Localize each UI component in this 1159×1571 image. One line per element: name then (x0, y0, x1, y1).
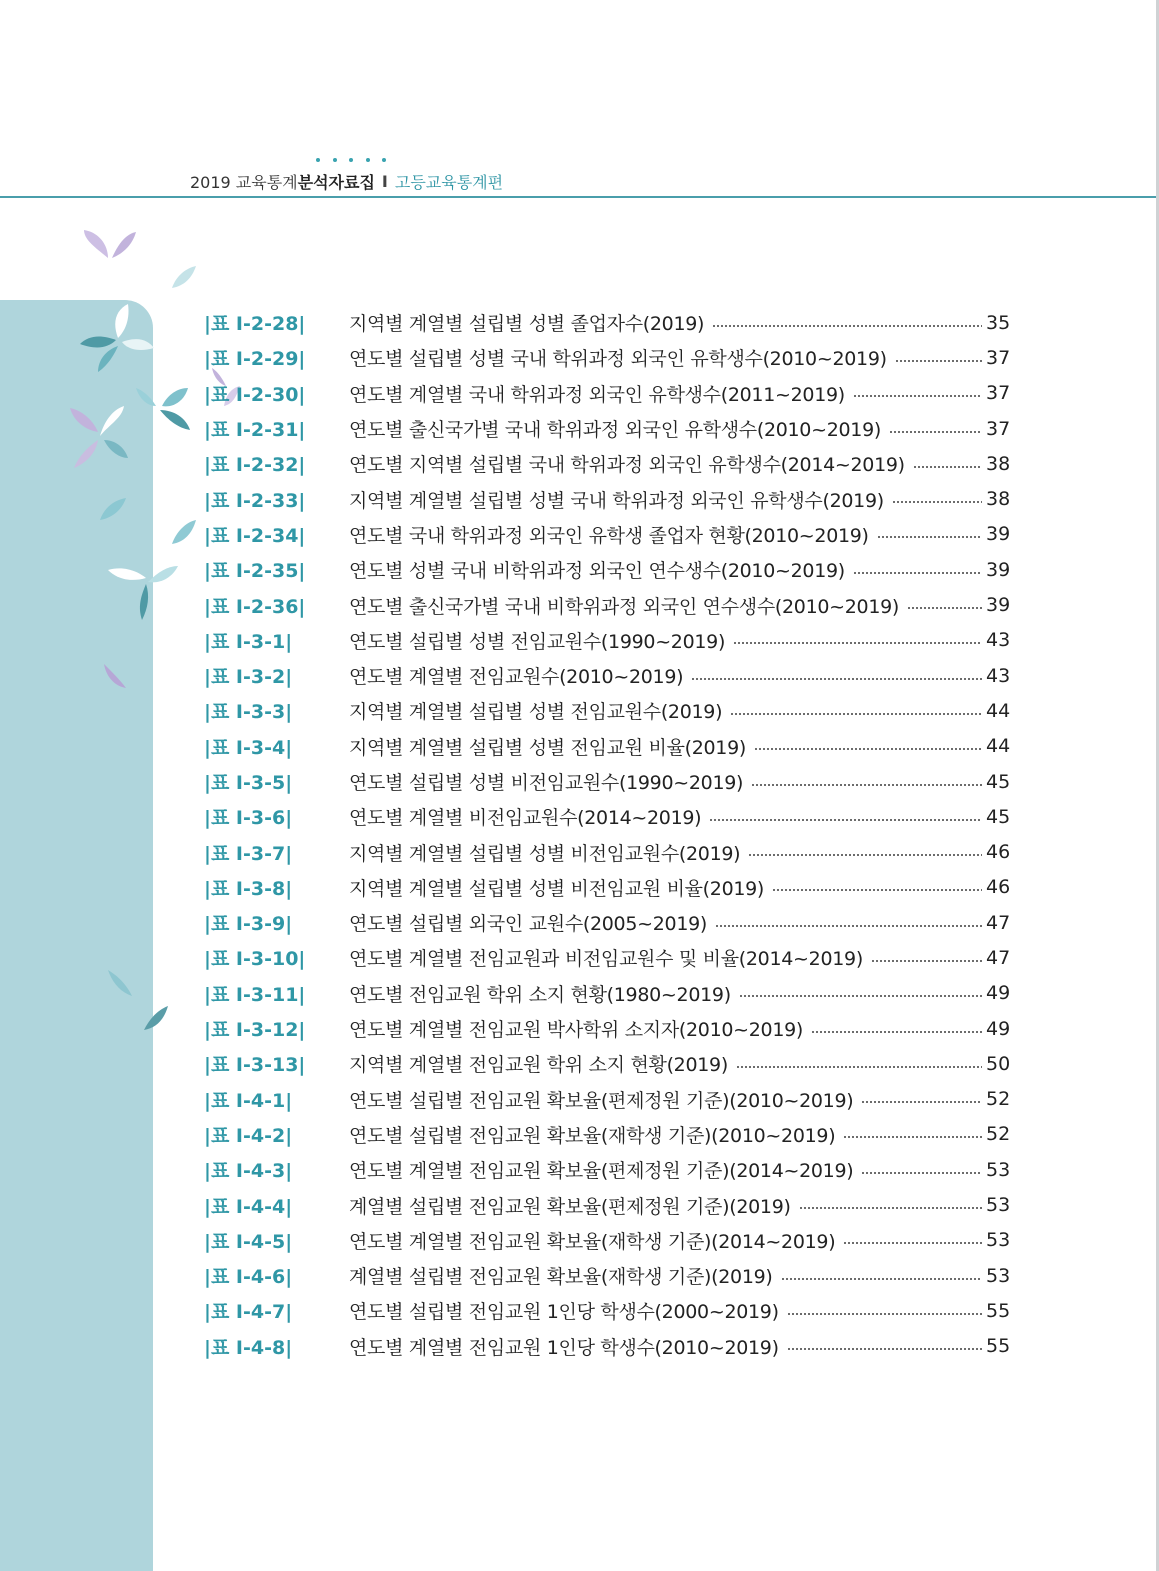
toc-entry-label: |표 Ⅰ-4-1| (204, 1089, 293, 1112)
toc-entry-label: |표 Ⅰ-2-28| (204, 313, 306, 336)
toc-entry-title: 지역별 계열별 설립별 성별 국내 학위과정 외국인 유학생수(2019) (349, 489, 884, 512)
toc-entry-page-number: 39 (986, 594, 1011, 617)
toc-entry-page-number: 47 (986, 911, 1011, 934)
toc-entry[interactable] (204, 940, 1010, 975)
toc-entry[interactable] (204, 623, 1010, 658)
toc-entry[interactable] (204, 1258, 1010, 1293)
toc-entry-title: 지역별 계열별 설립별 성별 비전임교원수(2019) (349, 842, 741, 865)
toc-entry[interactable] (204, 552, 1010, 587)
toc-entry-title: 연도별 성별 국내 비학위과정 외국인 연수생수(2010~2019) (349, 560, 845, 583)
toc-entry-page-number: 55 (986, 1299, 1011, 1322)
toc-entry-label: |표 Ⅰ-3-9| (204, 913, 293, 936)
toc-entry-label: |표 Ⅰ-2-31| (204, 419, 306, 442)
toc-entry-title: 연도별 설립별 성별 비전임교원수(1990~2019) (349, 772, 744, 794)
toc-entry[interactable] (204, 481, 1010, 516)
dot-leader (843, 1136, 982, 1138)
toc-entry-label: |표 Ⅰ-4-6| (204, 1266, 293, 1289)
toc-entry[interactable] (204, 693, 1010, 728)
toc-entry-page-number: 44 (986, 735, 1011, 758)
toc-entry-label: |표 Ⅰ-2-33| (204, 489, 306, 512)
dot-leader (712, 325, 982, 327)
toc-entry-page-number: 45 (986, 805, 1011, 828)
dot-leader (754, 748, 982, 750)
dot-leader (843, 1242, 982, 1244)
toc-entry-page-number: 53 (986, 1264, 1011, 1287)
toc-entry-page-number: 39 (986, 523, 1011, 546)
header-year-title: 2019 교육통계 (190, 172, 298, 192)
toc-entry-label: |표 Ⅰ-3-4| (204, 736, 293, 759)
toc-entry-label: |표 Ⅰ-3-8| (204, 877, 293, 900)
toc-entry-page-number: 37 (986, 417, 1011, 440)
toc-entry-title: 연도별 계열별 전임교원과 비전임교원수 및 비율(2014~2019) (349, 948, 863, 971)
toc-entry-title: 연도별 계열별 국내 학위과정 외국인 유학생수(2011~2019) (349, 383, 845, 406)
toc-entry[interactable] (204, 411, 1010, 446)
toc-entry[interactable] (204, 517, 1010, 552)
toc-entry-label: |표 Ⅰ-4-8| (204, 1336, 293, 1359)
dot-leader (799, 1207, 982, 1209)
toc-entry-label: |표 Ⅰ-2-34| (204, 524, 306, 547)
toc-entry[interactable] (204, 1293, 1010, 1328)
toc-entry[interactable] (204, 305, 1010, 340)
toc-entry-label: |표 Ⅰ-3-1| (204, 630, 293, 653)
toc-entry-title: 연도별 국내 학위과정 외국인 유학생 졸업자 현황(2010~2019) (349, 524, 869, 547)
toc-entry-label: |표 Ⅰ-4-3| (204, 1160, 293, 1183)
toc-entry-title: 지역별 계열별 설립별 성별 졸업자수(2019) (349, 313, 705, 336)
toc-entry-page-number: 38 (986, 488, 1011, 511)
dot-leader (853, 572, 982, 574)
running-header (190, 168, 503, 194)
toc-entry-label: |표 Ⅰ-3-3| (204, 701, 293, 724)
toc-entry[interactable] (204, 764, 1010, 799)
toc-entry-title: 연도별 계열별 전임교원 1인당 학생수(2010~2019) (349, 1336, 779, 1359)
toc-entry-title: 연도별 계열별 전임교원 박사학위 소지자(2010~2019) (349, 1019, 804, 1042)
toc-entry[interactable] (204, 1152, 1010, 1187)
toc-entry-label: |표 Ⅰ-3-10| (204, 948, 306, 971)
dot-leader (889, 431, 982, 433)
toc-entry-page-number: 38 (986, 452, 1011, 475)
toc-entry-title: 계열별 설립별 전임교원 확보율(재학생 기준)(2019) (349, 1266, 773, 1289)
toc-entry[interactable] (204, 376, 1010, 411)
dot-leader (853, 395, 982, 397)
dot-leader (781, 1278, 982, 1280)
toc-entry-label: |표 Ⅰ-3-11| (204, 983, 306, 1006)
toc-entry-label: |표 Ⅰ-4-2| (204, 1124, 293, 1147)
toc-entry[interactable] (204, 870, 1010, 905)
toc-entry[interactable] (204, 1187, 1010, 1222)
toc-entry[interactable] (204, 658, 1010, 693)
toc-entry-label: |표 Ⅰ-4-5| (204, 1230, 293, 1253)
toc-entry-title: 연도별 출신국가별 국내 학위과정 외국인 유학생수(2010~2019) (349, 419, 881, 442)
toc-entry[interactable] (204, 1011, 1010, 1046)
toc-entry-page-number: 44 (986, 699, 1011, 722)
toc-entry-title: 연도별 전임교원 학위 소지 현황(1980~2019) (349, 983, 731, 1006)
toc-entry-label: |표 Ⅰ-4-4| (204, 1195, 293, 1218)
dot-leader (811, 1031, 982, 1033)
toc-entry-page-number: 47 (986, 946, 1011, 969)
toc-entry-label: |표 Ⅰ-2-29| (204, 348, 306, 371)
dot-leader (913, 466, 982, 468)
toc-entry-title: 연도별 계열별 전임교원수(2010~2019) (349, 666, 684, 689)
dot-leader (748, 854, 982, 856)
toc-entry-title: 지역별 계열별 설립별 성별 전임교원 비율(2019) (349, 736, 746, 759)
toc-entry-page-number: 53 (986, 1229, 1011, 1252)
dot-leader (739, 995, 982, 997)
toc-entry-page-number: 50 (986, 1052, 1011, 1075)
toc-entry[interactable] (204, 729, 1010, 764)
toc-entry-label: |표 Ⅰ-3-12| (204, 1019, 306, 1042)
header-rule (0, 196, 1156, 198)
toc-entry[interactable] (204, 1082, 1010, 1117)
header-dots-decoration (316, 158, 386, 164)
toc-entry-label: |표 Ⅰ-2-35| (204, 560, 306, 583)
toc-entry-page-number: 49 (986, 1017, 1011, 1040)
toc-entry-title: 계열별 설립별 전임교원 확보율(편제정원 기준)(2019) (349, 1195, 791, 1218)
dot-leader (907, 607, 982, 609)
toc-entry-label: |표 Ⅰ-3-5| (204, 772, 293, 794)
toc-entry-page-number: 53 (986, 1194, 1011, 1217)
dot-leader (736, 1066, 982, 1068)
dot-leader (709, 819, 982, 821)
toc-entry-title: 지역별 계열별 전임교원 학위 소지 현황(2019) (349, 1054, 728, 1077)
dot-leader (877, 536, 982, 538)
toc-entry-title: 연도별 계열별 전임교원 확보율(재학생 기준)(2014~2019) (349, 1230, 836, 1253)
toc-entry-label: |표 Ⅰ-2-30| (204, 383, 306, 406)
toc-entry[interactable] (204, 1223, 1010, 1258)
toc-entry[interactable] (204, 976, 1010, 1011)
toc-entry-page-number: 37 (986, 346, 1011, 369)
dot-leader (715, 925, 982, 927)
toc-entry-title: 지역별 계열별 설립별 성별 전임교원수(2019) (349, 701, 723, 724)
toc-entry-page-number: 52 (986, 1088, 1011, 1111)
toc-entry-page-number: 46 (986, 841, 1011, 864)
toc-entry[interactable] (204, 587, 1010, 622)
toc-entry-label: |표 Ⅰ-3-13| (204, 1054, 306, 1077)
dot-leader (733, 642, 982, 644)
dot-leader (892, 501, 982, 503)
header-section-title: 고등교육통계편 (394, 172, 504, 192)
toc-entry-page-number: 46 (986, 876, 1011, 899)
toc-entry-page-number: 37 (986, 382, 1011, 405)
toc-entry-page-number: 39 (986, 558, 1011, 581)
dot-leader (691, 678, 982, 680)
table-list (204, 305, 1010, 1364)
toc-entry-title: 연도별 출신국가별 국내 비학위과정 외국인 연수생수(2010~2019) (349, 595, 900, 618)
toc-entry-title: 연도별 계열별 전임교원 확보율(편제정원 기준)(2014~2019) (349, 1160, 854, 1183)
dot-leader (787, 1313, 982, 1315)
toc-entry-page-number: 49 (986, 982, 1011, 1005)
dot-leader (772, 889, 982, 891)
dot-leader (787, 1348, 982, 1350)
header-separator: I (381, 171, 388, 191)
toc-entry-title: 연도별 설립별 성별 국내 학위과정 외국인 유학생수(2010~2019) (349, 348, 887, 371)
toc-entry-page-number: 45 (986, 770, 1011, 793)
toc-entry[interactable] (204, 799, 1010, 834)
toc-entry-label: |표 Ⅰ-2-36| (204, 595, 306, 618)
toc-entry-label: |표 Ⅰ-3-2| (204, 666, 293, 689)
toc-entry[interactable] (204, 1117, 1010, 1152)
toc-entry-title: 지역별 계열별 설립별 성별 비전임교원 비율(2019) (349, 877, 765, 900)
dot-leader (861, 1172, 982, 1174)
dot-leader (730, 713, 982, 715)
toc-entry-title: 연도별 설립별 전임교원 확보율(편제정원 기준)(2010~2019) (349, 1089, 854, 1112)
toc-entry-title: 연도별 지역별 설립별 국내 학위과정 외국인 유학생수(2014~2019) (349, 454, 905, 477)
toc-entry-page-number: 53 (986, 1158, 1011, 1181)
toc-entry-label: |표 Ⅰ-3-6| (204, 807, 293, 830)
toc-entry-page-number: 43 (986, 664, 1011, 687)
toc-entry-page-number: 52 (986, 1123, 1011, 1146)
toc-entry-page-number: 43 (986, 629, 1011, 652)
header-bold-title: 분석자료집 (297, 172, 375, 192)
toc-entry-label: |표 Ⅰ-2-32| (204, 454, 306, 477)
toc-entry-title: 연도별 계열별 비전임교원수(2014~2019) (349, 807, 702, 830)
toc-entry-page-number: 55 (986, 1335, 1011, 1358)
dot-leader (751, 784, 982, 786)
toc-entry[interactable] (204, 340, 1010, 375)
toc-entry-title: 연도별 설립별 전임교원 1인당 학생수(2000~2019) (349, 1301, 779, 1324)
dot-leader (861, 1101, 982, 1103)
toc-entry-label: |표 Ⅰ-4-7| (204, 1301, 293, 1324)
toc-entry[interactable] (204, 834, 1010, 869)
dot-leader (895, 360, 982, 362)
toc-entry[interactable] (204, 1329, 1010, 1364)
toc-entry-title: 연도별 설립별 전임교원 확보율(재학생 기준)(2010~2019) (349, 1124, 836, 1147)
toc-entry-label: |표 Ⅰ-3-7| (204, 842, 293, 865)
toc-entry-title: 연도별 설립별 성별 전임교원수(1990~2019) (349, 630, 726, 653)
toc-entry-page-number: 35 (986, 311, 1011, 334)
dot-leader (871, 960, 982, 962)
toc-entry[interactable] (204, 1046, 1010, 1081)
toc-entry[interactable] (204, 446, 1010, 481)
toc-entry[interactable] (204, 905, 1010, 940)
toc-entry-title: 연도별 설립별 외국인 교원수(2005~2019) (349, 913, 708, 936)
